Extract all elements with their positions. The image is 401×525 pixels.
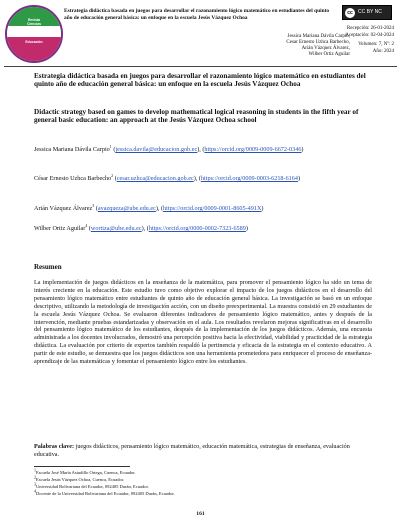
author-email-link[interactable]: wortiza@ube.edu.ec — [90, 225, 142, 232]
author-affiliation-sup: 1 — [109, 143, 112, 149]
header-author: Wilber Ortiz Aguilar — [308, 52, 350, 57]
header-author: Cesar Ernesto Uzhca Barbecho, — [286, 40, 350, 45]
author-name: Jessica Mariana Dávila Carpio — [34, 146, 110, 153]
author-email-link[interactable]: avazqueza@ube.edu.ec — [97, 205, 156, 212]
author-entry: César Ernesto Uzhca Barbecho$^2$ (cesar.uzhca@educacion.gob.ec), (https://orcid.org/0009-0003-6218-6164) — [34, 172, 301, 182]
journal-logo — [5, 5, 63, 63]
title-english: Didactic strategy based on games to develop mathematical logical reasoning in students in the fifth year of general basic education: an approach at the Jesús Vázquez Ochoa school — [34, 108, 359, 125]
author-affiliation-sup: 4 — [85, 222, 88, 228]
volume: Volumen: 7, Nº: 2 — [358, 42, 394, 47]
received-date: Recepción: 26-01-2024 — [346, 26, 394, 31]
keywords-label: Palabras clave: — [34, 444, 75, 450]
page-number: 161 — [196, 511, 205, 517]
accepted-date: Aceptación: 02-04-2024 — [345, 32, 394, 38]
header-author: Jessica Mariana Dávila Carpio, — [287, 34, 350, 39]
header-author: Arián Vázquez Álvarez, — [301, 46, 350, 51]
abstract-heading: Resumen — [34, 263, 62, 271]
author-orcid-link[interactable]: https://orcid.org/0009-0003-6218-6164 — [200, 175, 298, 182]
author-name: Arián Vázquez Álvarez — [34, 205, 93, 212]
article-meta — [330, 26, 394, 55]
author-orcid-link[interactable]: https://orcid.org/0009-0001-8605-491X — [163, 205, 262, 212]
footnote-divider — [34, 466, 130, 467]
author-name: César Ernesto Uzhca Barbecho — [34, 175, 112, 182]
logo-line-1: Revista — [27, 18, 41, 22]
footnote-text: Escuela José María Astudillo Ortega, Cuenca, Ecuador. — [36, 470, 136, 475]
author-affiliation-sup: 3 — [92, 202, 95, 208]
footnote — [34, 488, 364, 497]
author-email-link[interactable]: jessica.davila@educacion.gob.ec — [115, 146, 198, 153]
license-badge[interactable] — [342, 5, 392, 20]
logo-line-3: Educación — [25, 40, 43, 44]
author-name: Wilber Ortiz Aguilar — [34, 225, 86, 232]
author-entry: Wilber Ortiz Aguilar$^4$ (wortiza@ube.edu.ec), (https://orcid.org/0000-0002-7323-6589) — [34, 222, 248, 232]
footnote-text: Universidad Bolivariana del Ecuador, 092405 Durán, Ecuador. — [36, 484, 149, 489]
header-divider — [4, 66, 397, 67]
running-title: Estrategia didáctica basada en juegos para desarrollar el razonamiento lógico matemático en estudiantes del quinto año de educación general básica: un enfoque en la escuela Jesús Vázquez Ochoa — [64, 8, 330, 21]
footnote-text: Docente de la Universidad Bolivariana del Ecuador, 092405 Durán, Ecuador. — [36, 491, 175, 496]
license-label: CC BY NC — [358, 9, 382, 15]
author-email-link[interactable]: cesar.uzhca@educacion.gob.ec — [116, 175, 194, 182]
footnote-sup: 2 — [34, 474, 36, 480]
footnote-sup: 3 — [34, 481, 36, 487]
footnote — [34, 474, 364, 483]
footnote — [34, 481, 364, 490]
author-orcid-link[interactable]: https://orcid.org/0000-0002-7323-6589 — [148, 225, 246, 232]
year: Año: 2024 — [372, 48, 394, 54]
title-spanish: Estrategia didáctica basada en juegos para desarrollar el razonamiento lógico matemático en estudiantes del quinto año de educación general básica: un enfoque en la escuela Jesús Vázquez Ochoa — [34, 72, 366, 89]
footnote-sup: 4 — [34, 488, 36, 494]
author-entry: Jessica Mariana Dávila Carpio$^1$ (jessica.davila@educacion.gob.ec), (https://orcid.org/0009-0009-6672-0346) — [34, 143, 304, 153]
footnote-text: Escuela Jesús Vázquez Ochoa, Cuenca, Ecuador. — [36, 477, 125, 482]
abstract-text: La implementación de juegos didácticos en la enseñanza de la matemática, para promover el pensamiento lógico ha sido un tema de interés creciente en la educación. Este estudio tuvo como objetivo explorar el impacto de los juegos didácticos en el desarrollo del pensamiento lógico matemático entre estudiantes de quinto año de educación general básica. La investigación se basó en un enfoque descriptivo, utilizando la metodología de investigación acción, con un diseño preexperimental. La muestra consistió en 29 estudiantes de la escuela Jesús Vázquez Ochoa. Se evaluaron diferentes indicadores de pensamiento lógico matemático, antes y después de la intervención, mediante pruebas estandarizadas y observación en el aula. Los resultados revelaron mejoras significativas en el desarrollo del pensamiento lógico matemático de los estudiantes, después de la implementación de los juegos didácticos. Además, una encuesta administrada a los docentes involucrados, demostró una percepción positiva hacia la efectividad, viabilidad y practicidad de la estrategia didáctica. La evaluación por criterio de expertos también respaldó la pertinencia y eficacia de la estrategia en el contexto educativo. A partir de este estudio, se demuestra que los juegos didácticos son una herramienta prometedora para enriquecer el proceso de enseñanza-aprendizaje de las matemáticas y fomentar el pensamiento lógico entre los estudiantes. — [34, 280, 372, 366]
author-affiliation-sup: 2 — [111, 172, 114, 178]
logo-line-2: Ciencias — [27, 22, 41, 26]
footnote-sup: 1 — [34, 467, 36, 473]
keywords-text: juegos didácticos, pensamiento lógico matemático, educación matemática, estrategias de enseñanza, evaluación educativa. — [34, 444, 350, 458]
author-orcid-link[interactable]: https://orcid.org/0009-0009-6672-0346 — [204, 146, 302, 153]
author-entry: Arián Vázquez Álvarez$^3$ (avazqueza@ube.edu.ec), (https://orcid.org/0009-0001-8605-491X) — [34, 202, 264, 212]
cc-icon: cc — [345, 8, 355, 18]
footnote — [34, 467, 364, 476]
keywords — [34, 444, 372, 460]
